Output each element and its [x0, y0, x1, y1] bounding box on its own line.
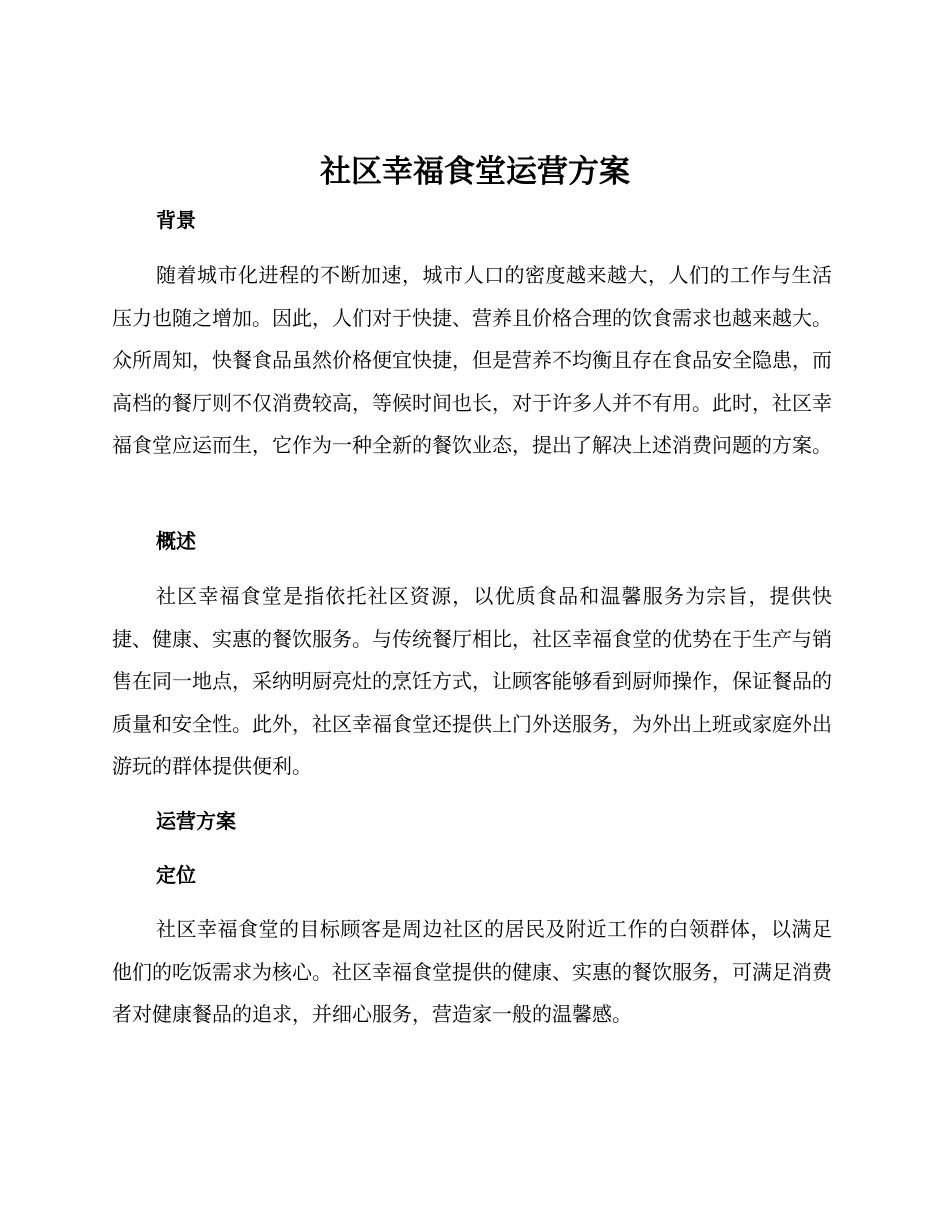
section-heading-overview: 概述: [156, 529, 196, 553]
subsection-heading-positioning: 定位: [156, 863, 196, 887]
paragraph-overview: 社区幸福食堂是指依托社区资源，以优质食品和温馨服务为宗旨，提供快捷、健康、实惠的餐饮服务。与传统餐厅相比，社区幸福食堂的优势在于生产与销售在同一地点，采纳明厨亮灶的烹饪方式，让顾客能够看到厨师操作，保证餐品的质量和安全性。此外，社区幸福食堂还提供上门外送服务，为外出上班或家庭外出游玩的群体提供便利。: [112, 584, 832, 778]
section-heading-operation-plan: 运营方案: [156, 809, 236, 833]
paragraph-positioning: 社区幸福食堂的目标顾客是周边社区的居民及附近工作的白领群体，以满足他们的吃饭需求为核心。社区幸福食堂提供的健康、实惠的餐饮服务，可满足消费者对健康餐品的追求，并细心服务，营造家一般的温馨感。: [112, 917, 832, 1026]
section-heading-background: 背景: [156, 208, 196, 232]
document-title: 社区幸福食堂运营方案: [320, 154, 630, 190]
paragraph-background: 随着城市化进程的不断加速，城市人口的密度越来越大，人们的工作与生活压力也随之增加。因此，人们对于快捷、营养且价格合理的饮食需求也越来越大。众所周知，快餐食品虽然价格便宜快捷，但是营养不均衡且存在食品安全隐患，而高档的餐厅则不仅消费较高，等候时间也长，对于许多人并不有用。此时，社区幸福食堂应运而生，它作为一种全新的餐饮业态，提出了解决上述消费问题的方案。: [112, 263, 832, 457]
